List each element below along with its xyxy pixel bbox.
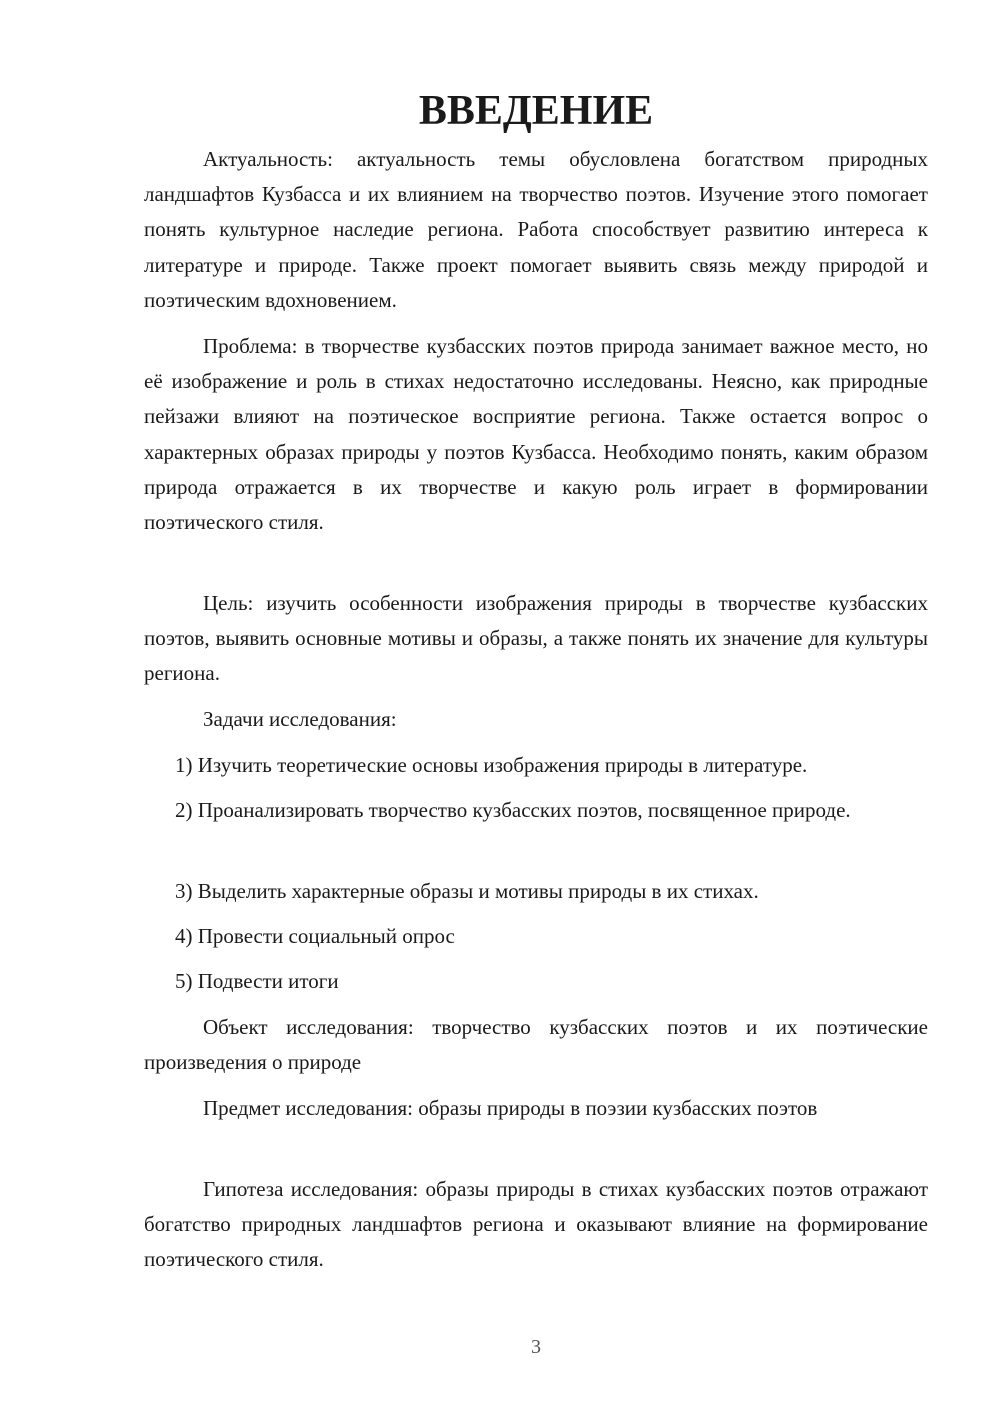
task-item-4: 4) Провести социальный опрос (175, 924, 455, 948)
page-number: 3 (531, 1336, 541, 1358)
paragraph-tasks-heading: Задачи исследования: (203, 707, 397, 731)
paragraph-hypothesis: Гипотеза исследования: образы природы в стихах кузбасских поэтов отражают богатство природных ландшафтов региона и оказывают влияние на формирование поэтического стиля. (144, 1177, 928, 1272)
task-item-1: 1) Изучить теоретические основы изображения природы в литературе. (175, 753, 808, 777)
task-item-3: 3) Выделить характерные образы и мотивы природы в их стихах. (175, 879, 759, 903)
paragraph-goal: Цель: изучить особенности изображения природы в творчестве кузбасских поэтов, выявить основные мотивы и образы, а также понять их значение для культуры региона. (144, 591, 928, 686)
page-title: ВВЕДЕНИЕ (418, 88, 654, 134)
paragraph-problem: Проблема: в творчестве кузбасских поэтов природа занимает важное место, но её изображение и роль в стихах недостаточно исследованы. Неясно, как природные пейзажи влияют на поэтическое восприятие региона. Также остается вопрос о характерных образах природы у поэтов Кузбасса. Необходимо понять, каким образом природа отражается в их творчестве и какую роль играет в формировании поэтического стиля. (144, 334, 928, 535)
task-item-2: 2) Проанализировать творчество кузбасских поэтов, посвященное природе. (175, 798, 851, 822)
task-item-5: 5) Подвести итоги (175, 969, 339, 993)
paragraph-subject: Предмет исследования: образы природы в поэзии кузбасских поэтов (203, 1096, 818, 1120)
paragraph-object: Объект исследования: творчество кузбасских поэтов и их поэтические произведения о природе (144, 1015, 928, 1075)
paragraph-relevance: Актуальность: актуальность темы обусловлена богатством природных ландшафтов Кузбасса и их влиянием на творчество поэтов. Изучение этого помогает понять культурное наследие региона. Работа способствует развитию интереса к литературе и природе. Также проект помогает выявить связь между природой и поэтическим вдохновением. (144, 147, 928, 312)
